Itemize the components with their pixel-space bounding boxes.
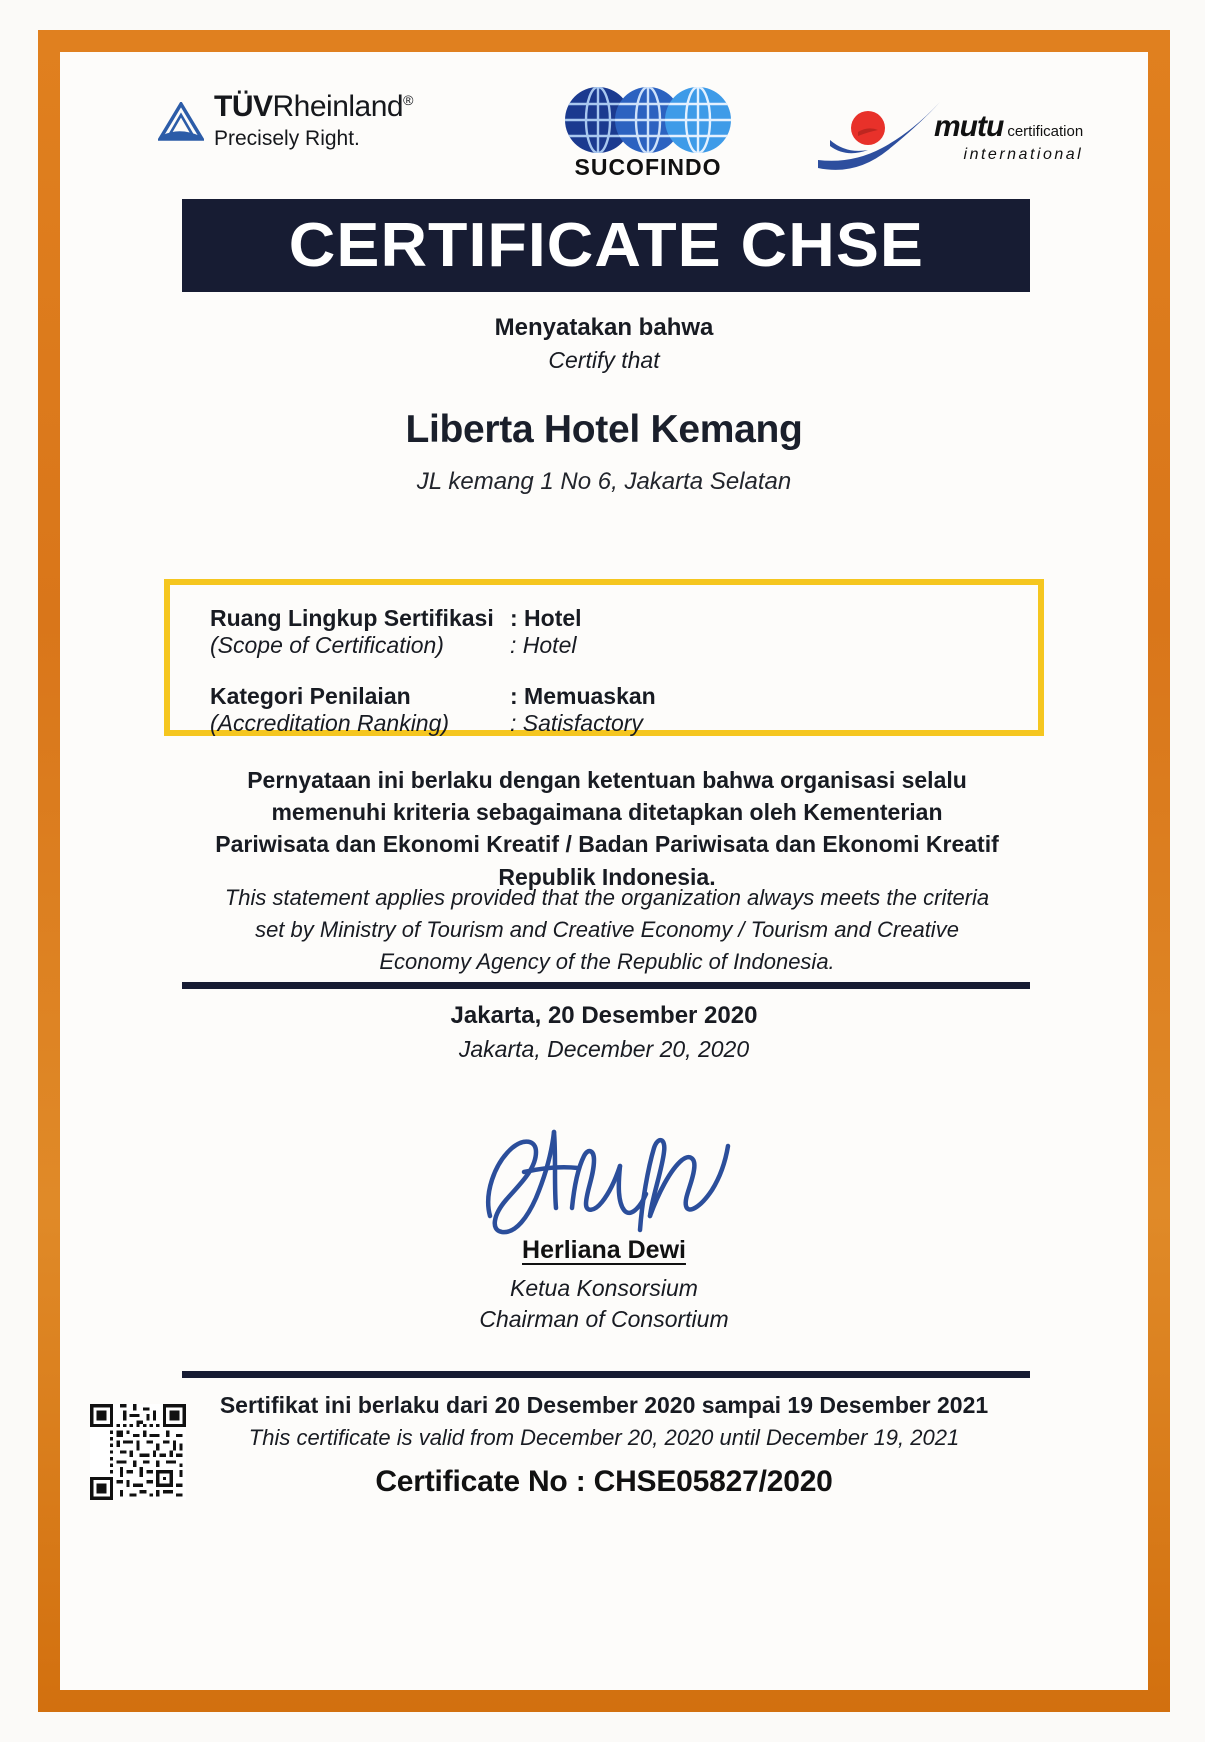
certificate-title-banner xyxy=(182,199,1030,292)
logo-row xyxy=(60,84,1148,189)
handwritten-signature xyxy=(60,1112,1148,1242)
scope-row-en xyxy=(210,632,1038,659)
validity-indonesian: Sertifikat ini berlaku dari 20 Desember 2020 sampai 19 Desember 2021 xyxy=(219,1392,989,1418)
ranking-row-id xyxy=(210,683,1038,710)
scope-label-id: Ruang Lingkup Sertifikasi xyxy=(210,605,494,631)
tuv-rheinland-logo xyxy=(158,92,413,149)
ranking-row-en xyxy=(210,710,1038,737)
qr-code[interactable] xyxy=(90,1404,186,1504)
statement-indonesian: Pernyataan ini berlaku dengan ketentuan bahwa organisasi selalu memenuhi kriteria sebagaimana ditetapkan oleh Kementerian Pariwisata dan Ekonomi Kreatif / Badan Pariwisata dan Ekonomi Kreatif Republik Indonesia. xyxy=(215,767,999,890)
statement-english: This statement applies provided that the organization always meets the criteria set by Ministry of Tourism and Creative Economy / Tourism and Creative Economy Agency of the Republic of Indonesia. xyxy=(224,885,990,974)
page-title: CERTIFICATE CHSE xyxy=(288,211,924,280)
certify-label-en: Certify that xyxy=(548,347,660,373)
certificate-inner-area xyxy=(60,52,1148,1690)
organization-name: Liberta Hotel Kemang xyxy=(405,408,803,451)
date-block xyxy=(60,1002,1148,1063)
divider-top xyxy=(182,982,1030,989)
tuv-wordmark: TÜVRheinland® xyxy=(214,90,413,123)
mutu-certification-logo xyxy=(816,98,1084,176)
mutu-international-label: international xyxy=(963,146,1084,163)
sucofindo-globes-icon xyxy=(558,84,738,156)
mutu-certification-label: certification xyxy=(1007,123,1084,140)
tuv-triangle-icon xyxy=(158,102,204,146)
validity-english: This certificate is valid from December 20, 2020 until December 19, 2021 xyxy=(248,1425,960,1450)
sucofindo-logo xyxy=(558,84,738,181)
scope-label-en: (Scope of Certification) xyxy=(210,632,444,658)
divider-bottom xyxy=(182,1371,1030,1378)
scope-row-id xyxy=(210,605,1038,632)
certify-block xyxy=(60,314,1148,496)
certificate-number: Certificate No : CHSE05827/2020 xyxy=(375,1465,833,1498)
signature-block xyxy=(60,1112,1148,1333)
ranking-value-id: : Memuaskan xyxy=(510,683,656,709)
date-english: Jakarta, December 20, 2020 xyxy=(458,1036,750,1062)
certificate-orange-frame xyxy=(38,30,1170,1712)
ranking-value-en: : Satisfactory xyxy=(510,710,643,736)
certificate-content xyxy=(60,52,1148,1690)
ranking-label-en: (Accreditation Ranking) xyxy=(210,710,450,736)
scope-details-box xyxy=(164,579,1044,736)
sucofindo-wordmark: SUCOFINDO xyxy=(574,154,722,180)
date-indonesian: Jakarta, 20 Desember 2020 xyxy=(450,1002,758,1029)
mutu-wordmark: mutu xyxy=(934,110,1004,143)
signatory-name: Herliana Dewi xyxy=(522,1236,686,1264)
scope-value-en: : Hotel xyxy=(510,632,577,658)
tuv-slogan: Precisely Right. xyxy=(214,127,360,150)
signatory-title-id: Ketua Konsorsium xyxy=(510,1275,698,1301)
footer-block xyxy=(60,1392,1148,1499)
certify-label-id: Menyatakan bahwa xyxy=(494,314,714,341)
signatory-title-en: Chairman of Consortium xyxy=(479,1306,729,1332)
ranking-label-id: Kategori Penilaian xyxy=(210,683,411,709)
scope-value-id: : Hotel xyxy=(510,605,582,631)
organization-address: JL kemang 1 No 6, Jakarta Selatan xyxy=(416,468,792,495)
